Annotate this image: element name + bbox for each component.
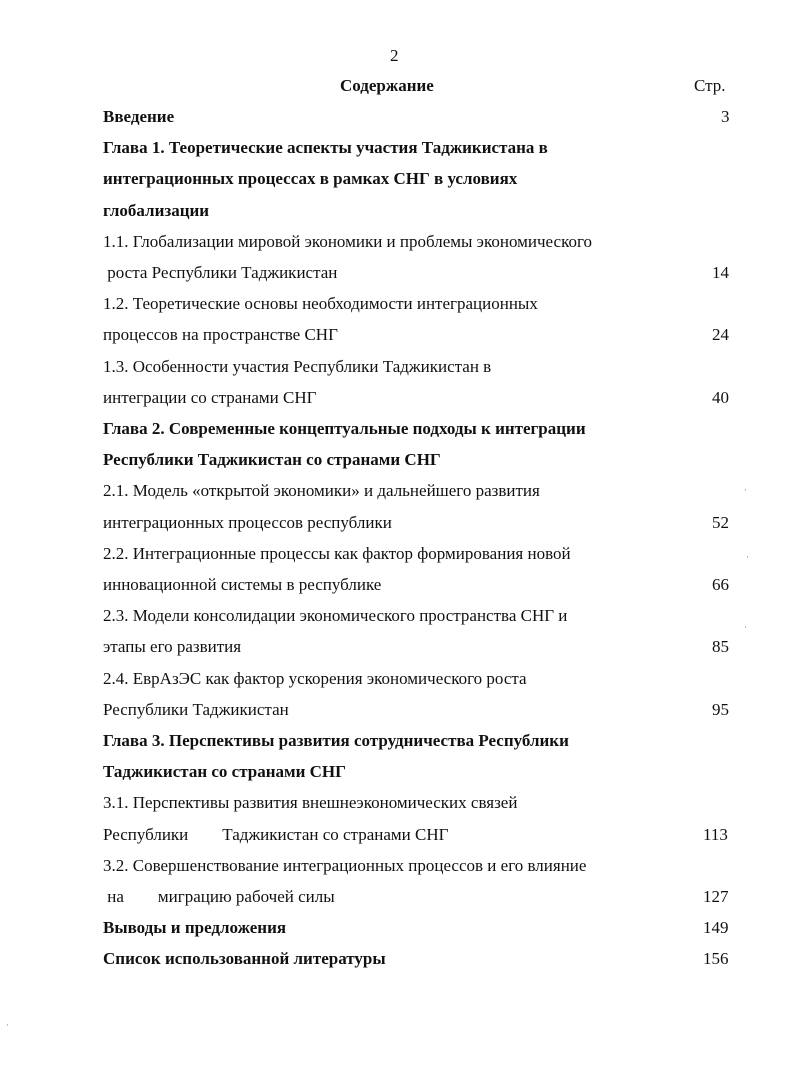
toc-entry-line: этапы его развития bbox=[103, 637, 242, 656]
toc-entry-line: 2.2. Интеграционные процессы как фактор формирования новой bbox=[103, 544, 571, 563]
toc-entry-line: на миграцию рабочей силы bbox=[103, 887, 335, 906]
toc-entry-line: Глава 3. Перспективы развития сотрудничества Республики bbox=[103, 731, 569, 750]
scan-artifact: · bbox=[746, 552, 749, 562]
toc-entry-line: Выводы и предложения bbox=[103, 918, 287, 937]
toc-entry-line: Введение bbox=[103, 107, 175, 126]
toc-entry-line: 2.3. Модели консолидации экономического пространства СНГ и bbox=[103, 606, 568, 625]
scan-artifact: · bbox=[6, 1020, 9, 1030]
toc-page-number: 95 bbox=[712, 700, 729, 719]
toc-entry-line: Республики Таджикистан bbox=[103, 700, 289, 719]
toc-entry-line: 1.2. Теоретические основы необходимости интеграционных bbox=[103, 294, 538, 313]
toc-entry-line: 1.3. Особенности участия Республики Таджикистан в bbox=[103, 357, 492, 376]
toc-page-number: 40 bbox=[712, 388, 729, 407]
toc-entry-line: Список использованной литературы bbox=[103, 949, 386, 968]
toc-entry-line: 2.4. ЕврАзЭС как фактор ускорения экономического роста bbox=[103, 669, 527, 688]
toc-entry-line: 3.1. Перспективы развития внешнеэкономических связей bbox=[103, 793, 518, 812]
toc-page-number: 66 bbox=[712, 575, 729, 594]
toc-entry-line: роста Республики Таджикистан bbox=[103, 263, 338, 282]
toc-entry-line: 2.1. Модель «открытой экономики» и дальнейшего развития bbox=[103, 481, 540, 500]
contents-heading: Содержание bbox=[340, 76, 434, 95]
page-column-label: Стр. bbox=[694, 76, 726, 95]
toc-page-number: 127 bbox=[703, 887, 729, 906]
toc-page-number: 3 bbox=[721, 107, 730, 126]
toc-page-number: 156 bbox=[703, 949, 729, 968]
toc-entry-line: 3.2. Совершенствование интеграционных процессов и его влияние bbox=[103, 856, 587, 875]
scan-artifact: · bbox=[744, 622, 747, 632]
toc-page-number: 85 bbox=[712, 637, 729, 656]
toc-entry-line: Глава 1. Теоретические аспекты участия Таджикистана в bbox=[103, 138, 548, 157]
toc-entry-line: глобализации bbox=[103, 201, 210, 220]
toc-entry-line: Глава 2. Современные концептуальные подходы к интеграции bbox=[103, 419, 586, 438]
toc-entry-line: Таджикистан со странами СНГ bbox=[103, 762, 346, 781]
toc-page-number: 24 bbox=[712, 325, 729, 344]
toc-page-number: 52 bbox=[712, 513, 729, 532]
toc-entry-line: интеграции со странами СНГ bbox=[103, 388, 317, 407]
toc-entry-line: Республики Таджикистан со странами СНГ bbox=[103, 450, 441, 469]
page-number: 2 bbox=[390, 46, 399, 65]
toc-entry-line: интеграционных процессов республики bbox=[103, 513, 392, 532]
toc-entry-line: 1.1. Глобализации мировой экономики и проблемы экономического bbox=[103, 232, 593, 251]
toc-page-number: 113 bbox=[703, 825, 728, 844]
toc-entry-line: интеграционных процессах в рамках СНГ в условиях bbox=[103, 169, 518, 188]
scan-artifact: · bbox=[744, 485, 747, 495]
toc-entry-line: Республики Таджикистан со странами СНГ bbox=[103, 825, 449, 844]
toc-page-number: 14 bbox=[712, 263, 729, 282]
toc-page-number: 149 bbox=[703, 918, 729, 937]
toc-entry-line: процессов на пространстве СНГ bbox=[103, 325, 338, 344]
toc-entry-line: инновационной системы в республике bbox=[103, 575, 382, 594]
